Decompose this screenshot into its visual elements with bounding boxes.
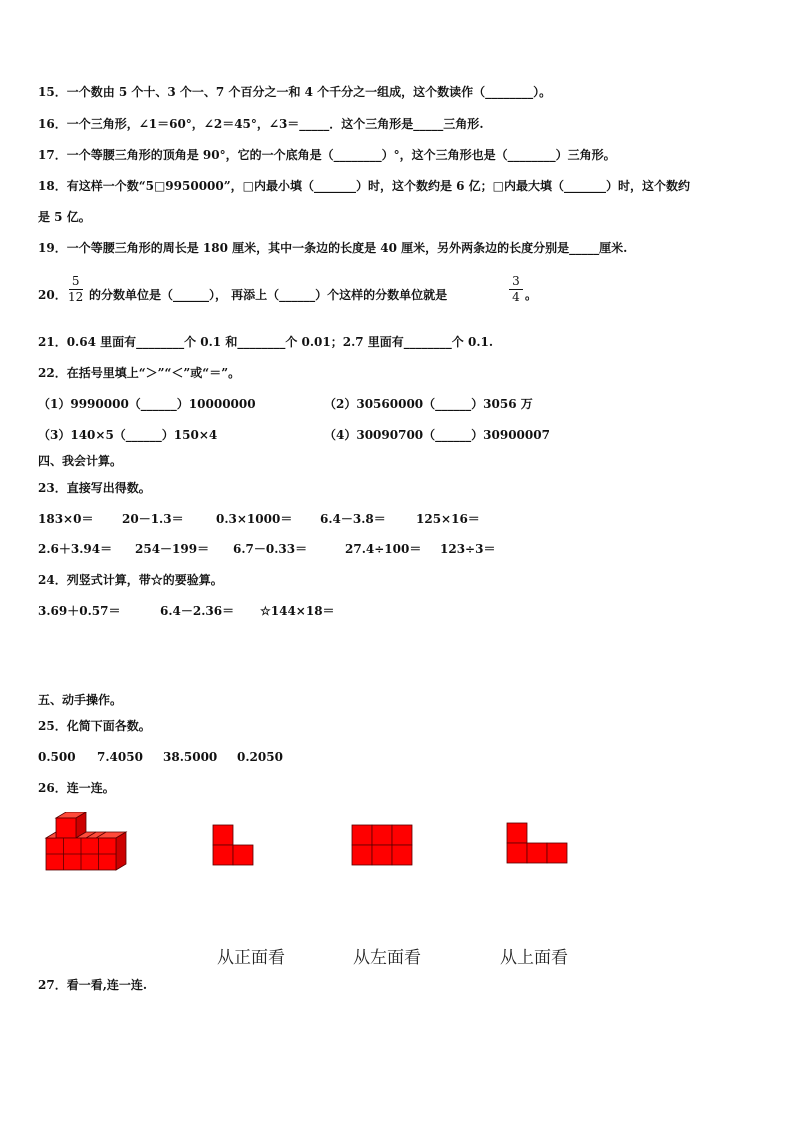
calc-item: 0.3×1000＝ [216,512,293,526]
question-20-text: 的分数单位是（______）， 再添上（______）个这样的分数单位就是 [89,288,448,302]
question-24-title: 24．列竖式计算，带☆的要验算。 [38,573,223,587]
vertical-calc-item: ☆144×18＝ [260,604,335,618]
fraction-five-twelfths [68,275,83,304]
question-18-line-1: 18．有这样一个数“5□9950000”，□内最小填（_______）时，这个数约是 6 亿；□内最大填（_______）时，这个数约 [38,179,691,193]
question-19: 19．一个等腰三角形的周长是 180 厘米，其中一条边的长度是 40 厘米，另外两条边的长度分别是_____厘米. [38,241,628,255]
question-22-item-2: （2）30560000（______）3056 万 [324,397,533,411]
question-26-title: 26．连一连。 [38,781,115,795]
view-label-front: 从正面看 [217,948,285,968]
calc-item: 20－1.3＝ [122,512,184,526]
question-16: 16．一个三角形，∠1＝60°，∠2＝45°，∠3＝_____．这个三角形是_____三角形. [38,117,484,131]
simplify-item: 0.500 [38,750,76,764]
view-label-left: 从左面看 [353,948,421,968]
question-15: 15．一个数由 5 个十、3 个一、7 个百分之一和 4 个千分之一组成，这个数读作（________）。 [38,85,552,99]
calc-item: 254－199＝ [135,542,210,556]
simplify-item: 0.2050 [237,750,283,764]
front-view-shape [506,822,568,866]
section-5-heading: 五、动手操作。 [38,693,123,707]
fraction-denominator: 12 [68,290,84,304]
question-25-title: 25．化简下面各数。 [38,719,151,733]
calc-item: 6.7－0.33＝ [233,542,308,556]
view-label-top: 从上面看 [500,948,568,968]
question-23-title: 23．直接写出得数。 [38,481,151,495]
fraction-denominator: 4 [512,290,520,304]
simplify-item: 38.5000 [163,750,218,764]
vertical-calc-item: 3.69＋0.57＝ [38,604,121,618]
fraction-three-quarters [509,275,523,304]
calc-item: 125×16＝ [416,512,480,526]
question-22-title: 22．在括号里填上“＞”“＜”或“＝”。 [38,366,241,380]
simplify-item: 7.4050 [97,750,143,764]
cube-solid-figure [44,812,130,874]
fraction-numerator: 3 [512,274,520,288]
question-27: 27．看一看,连一连. [38,978,148,992]
top-grid-view-shape [351,824,413,866]
question-18-line-2: 是 5 亿。 [38,210,91,224]
calc-item: 27.4÷100＝ [345,542,422,556]
question-22-item-1: （1）9990000（______）10000000 [38,397,256,411]
left-view-shape [212,824,256,868]
calc-item: 123÷3＝ [440,542,496,556]
vertical-calc-item: 6.4－2.36＝ [160,604,235,618]
fraction-numerator: 5 [71,274,80,288]
calc-item: 2.6＋3.94＝ [38,542,113,556]
calc-item: 183×0＝ [38,512,94,526]
question-20-end: 。 [525,288,538,302]
question-22-item-3: （3）140×5（______）150×4 [38,428,218,442]
question-17: 17．一个等腰三角形的顶角是 90°，它的一个底角是（________）°，这个三角形也是（________）三角形。 [38,148,616,162]
calc-item: 6.4－3.8＝ [320,512,386,526]
question-22-item-4: （4）30090700（______）30900007 [324,428,550,442]
question-21: 21．0.64 里面有________个 0.1 和________个 0.01；2.7 里面有________个 0.1. [38,335,494,349]
section-4-heading: 四、我会计算。 [38,454,123,468]
question-20-number: 20． [38,288,67,302]
